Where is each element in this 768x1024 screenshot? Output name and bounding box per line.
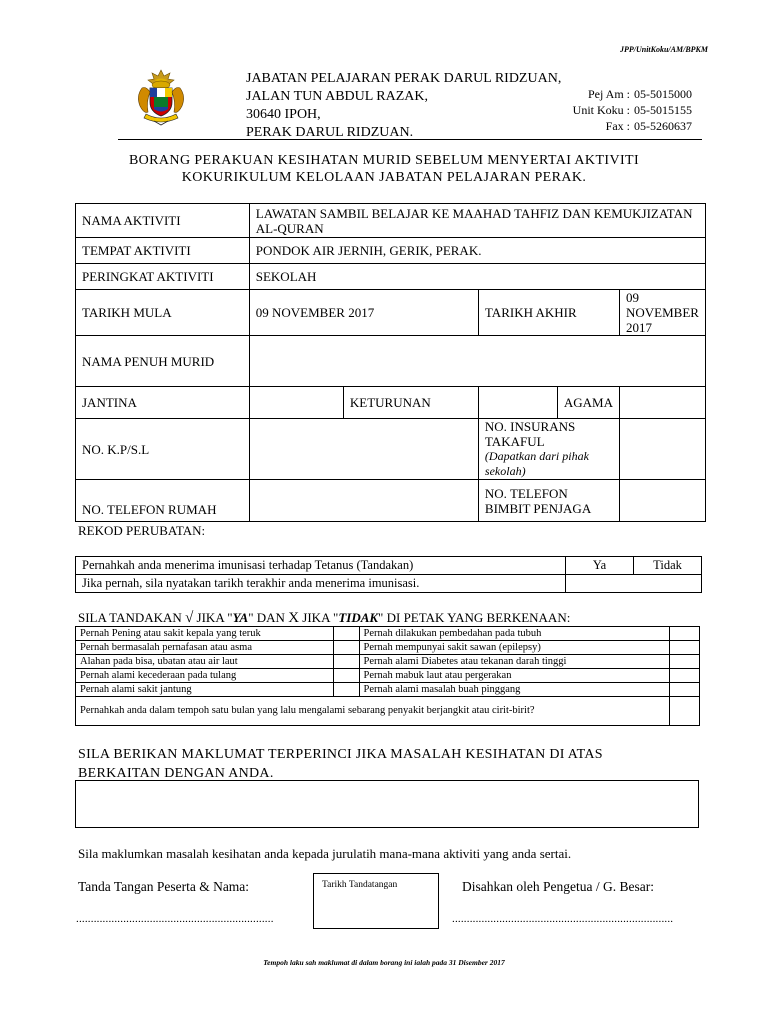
pengetua-signature-line[interactable]: ...........................................................................: [452, 913, 674, 925]
check-icon: √: [185, 610, 194, 626]
health-checklist-table: [75, 626, 700, 726]
tarikh-tandatangan-label: Tarikh Tandatangan: [322, 880, 398, 890]
activity-info-table: [75, 203, 706, 522]
insurans-field[interactable]: [620, 419, 706, 480]
keturunan-label: KETURUNAN: [343, 387, 478, 419]
checkbox-left-2[interactable]: [333, 641, 359, 655]
keturunan-field[interactable]: [478, 387, 557, 419]
immunisation-table: [75, 556, 702, 593]
tidak-option[interactable]: Tidak: [634, 557, 702, 575]
checkbox-left-1[interactable]: [333, 627, 359, 641]
agama-label: AGAMA: [557, 387, 619, 419]
rekod-perubatan-heading: REKOD PERUBATAN:: [78, 523, 206, 538]
condition-right-5: Pernah alami masalah buah pinggang: [359, 683, 669, 697]
form-title: [80, 152, 688, 186]
nama-aktiviti-label: NAMA AKTIVITI: [76, 204, 250, 238]
condition-right-3: Pernah alami Diabetes atau tekanan darah tinggi: [359, 655, 669, 669]
pej-am-label: Pej Am :: [587, 87, 630, 101]
tarikh-mula-label: TARIKH MULA: [76, 290, 250, 336]
condition-left-1: Pernah Pening atau sakit kepala yang teruk: [76, 627, 334, 641]
checkbox-right-3[interactable]: [670, 655, 700, 669]
agama-field[interactable]: [620, 387, 706, 419]
tarikh-akhir-label: TARIKH AKHIR: [478, 290, 619, 336]
insurans-note: (Dapatkan dari pihak sekolah): [484, 449, 589, 478]
address-line-1: JABATAN PELAJARAN PERAK DARUL RIDZUAN,: [246, 71, 562, 86]
tarikh-mula-value: 09 NOVEMBER 2017: [249, 290, 478, 336]
checkbox-left-4[interactable]: [333, 669, 359, 683]
nama-murid-field[interactable]: [249, 336, 705, 387]
address-line-3: 30640 IPOH,: [246, 107, 321, 122]
nama-aktiviti-value: LAWATAN SAMBIL BELAJAR KE MAAHAD TAHFIZ DAN KEMUKJIZATAN AL-QURAN: [249, 204, 705, 238]
maklumat-heading-line-2: BERKAITAN DENGAN ANDA.: [78, 766, 274, 781]
fax-value: 05-5260637: [634, 119, 692, 133]
tarikh-tandatangan-box[interactable]: [313, 873, 439, 929]
address-line-4: PERAK DARUL RIDZUAN.: [246, 125, 414, 140]
condition-left-4: Pernah alami kecederaan pada tulang: [76, 669, 334, 683]
condition-right-1: Pernah dilakukan pembedahan pada tubuh: [359, 627, 669, 641]
unit-koku-label: Unit Koku :: [572, 103, 630, 117]
office-address: [246, 70, 561, 142]
cross-icon: X: [288, 610, 300, 626]
tarikh-imunisasi-field[interactable]: [566, 575, 702, 593]
tandakan-jika-2: JIKA ": [302, 610, 339, 625]
tandakan-prefix: SILA TANDAKAN: [78, 610, 182, 625]
unit-koku-value: 05-5015155: [634, 103, 692, 117]
maklumat-heading-line-1: SILA BERIKAN MAKLUMAT TERPERINCI JIKA MASALAH KESIHATAN DI ATAS: [78, 747, 603, 762]
form-title-line-1: BORANG PERAKUAN KESIHATAN MURID SEBELUM MENYERTAI AKTIVITI: [128, 153, 640, 168]
coat-of-arms-logo: [128, 66, 194, 132]
tempat-aktiviti-label: TEMPAT AKTIVITI: [76, 238, 250, 264]
maklumat-heading: [78, 745, 603, 783]
tarikh-imunisasi-question: Jika pernah, sila nyatakan tarikh terakhir anda menerima imunisasi.: [76, 575, 566, 593]
tarikh-akhir-value: 09 NOVEMBER 2017: [620, 290, 706, 336]
tandakan-jika-1: JIKA ": [196, 610, 233, 625]
peringkat-aktiviti-label: PERINGKAT AKTIVITI: [76, 264, 250, 290]
tel-bimbit-label: NO. TELEFON BIMBIT PENJAGA: [478, 480, 619, 522]
form-title-line-2: KOKURIKULUM KELOLAAN JABATAN PELAJARAN PERAK.: [181, 170, 587, 185]
tandakan-tidak: TIDAK: [338, 610, 379, 625]
jantina-label: JANTINA: [76, 387, 250, 419]
jurulatih-notice: Sila maklumkan masalah kesihatan anda kepada jurulatih mana-mana aktiviti yang anda sertai.: [78, 846, 572, 861]
condition-left-3: Alahan pada bisa, ubatan atau air laut: [76, 655, 334, 669]
nama-murid-label: NAMA PENUH MURID: [76, 336, 250, 387]
tandakan-instruction: [78, 610, 570, 627]
validity-footer: Tempoh laku sah maklumat di dalam borang ini ialah pada 31 Disember 2017: [263, 958, 505, 967]
tandakan-dan: " DAN: [248, 610, 285, 625]
insurans-label: NO. INSURANS TAKAFUL: [484, 419, 576, 449]
infection-question: Pernahkah anda dalam tempoh satu bulan yang lalu mengalami sebarang penyakit berjangkit atau cirit-birit?: [76, 697, 670, 726]
ya-option[interactable]: Ya: [566, 557, 634, 575]
condition-right-4: Pernah mabuk laut atau pergerakan: [359, 669, 669, 683]
address-line-2: JALAN TUN ABDUL RAZAK,: [246, 89, 428, 104]
kp-label: NO. K.P/S.L: [76, 419, 250, 480]
pengetua-signature-label: Disahkan oleh Pengetua / G. Besar:: [462, 879, 654, 894]
pej-am-value: 05-5015000: [634, 87, 692, 101]
tel-rumah-field[interactable]: [249, 480, 478, 522]
fax-label: Fax :: [605, 119, 630, 133]
condition-left-5: Pernah alami sakit jantung: [76, 683, 334, 697]
contact-numbers: [566, 86, 692, 134]
tandakan-ya: YA: [232, 610, 249, 625]
header-divider: [118, 139, 702, 140]
checkbox-right-2[interactable]: [670, 641, 700, 655]
condition-right-2: Pernah mempunyai sakit sawan (epilepsy): [359, 641, 669, 655]
health-detail-field[interactable]: [75, 780, 699, 828]
tempat-aktiviti-value: PONDOK AIR JERNIH, GERIK, PERAK.: [249, 238, 705, 264]
checkbox-right-1[interactable]: [670, 627, 700, 641]
checkbox-right-4[interactable]: [670, 669, 700, 683]
tetanus-question: Pernahkah anda menerima imunisasi terhadap Tetanus (Tandakan): [76, 557, 566, 575]
checkbox-left-5[interactable]: [333, 683, 359, 697]
reference-code: JPP/UnitKoku/AM/BPKM: [619, 45, 708, 54]
tandakan-suffix: " DI PETAK YANG BERKENAAN:: [378, 610, 571, 625]
peringkat-aktiviti-value: SEKOLAH: [249, 264, 705, 290]
checkbox-right-5[interactable]: [670, 683, 700, 697]
insurans-label-cell: [478, 419, 619, 480]
kp-field[interactable]: [249, 419, 478, 480]
checkbox-left-3[interactable]: [333, 655, 359, 669]
peserta-signature-label: Tanda Tangan Peserta & Nama:: [78, 879, 250, 894]
tel-rumah-label: NO. TELEFON RUMAH: [76, 480, 250, 522]
condition-left-2: Pernah bermasalah pernafasan atau asma: [76, 641, 334, 655]
tel-bimbit-field[interactable]: [620, 480, 706, 522]
peserta-signature-line[interactable]: ...................................................................: [76, 913, 274, 925]
checkbox-infection[interactable]: [670, 697, 700, 726]
jantina-field[interactable]: [249, 387, 343, 419]
